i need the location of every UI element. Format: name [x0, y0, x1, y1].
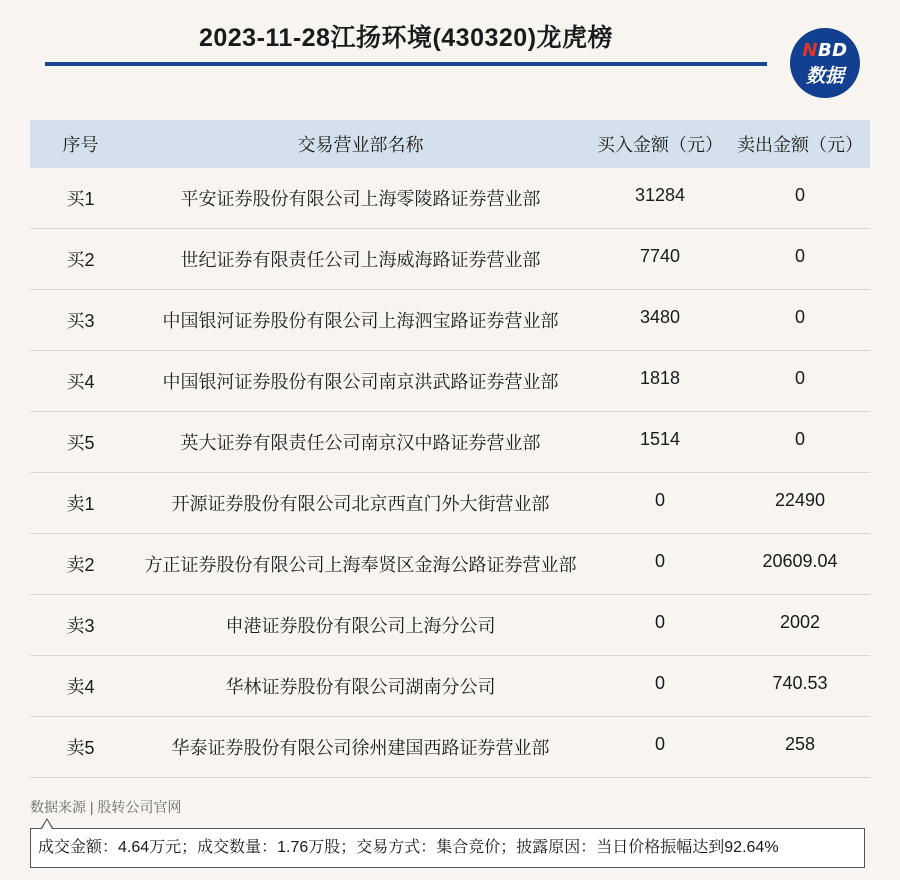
table-row: [30, 534, 870, 595]
cell-sell-amount: 0: [730, 168, 870, 229]
data-source: 数据来源 | 股转公司官网: [30, 799, 182, 815]
cell-index: 卖2: [30, 534, 131, 595]
cell-sell-amount: 0: [730, 229, 870, 290]
table-row: [30, 717, 870, 778]
cell-sell-amount: 2002: [730, 595, 870, 656]
cell-branch-name: 申港证券股份有限公司上海分公司: [131, 595, 590, 656]
table-row: [30, 351, 870, 412]
cell-branch-name: 世纪证券有限责任公司上海威海路证券营业部: [131, 229, 590, 290]
cell-buy-amount: 0: [590, 534, 730, 595]
table-row: [30, 595, 870, 656]
logo-wordmark: NBD: [802, 40, 848, 61]
cell-sell-amount: 258: [730, 717, 870, 778]
table-row: [30, 229, 870, 290]
cell-index: 买1: [30, 168, 131, 229]
cell-sell-amount: 0: [730, 351, 870, 412]
cell-branch-name: 华泰证券股份有限公司徐州建国西路证券营业部: [131, 717, 590, 778]
nbd-logo: [790, 28, 860, 98]
table-row: [30, 168, 870, 229]
cell-branch-name: 方正证券股份有限公司上海奉贤区金海公路证券营业部: [131, 534, 590, 595]
cell-buy-amount: 1514: [590, 412, 730, 473]
cell-branch-name: 中国银河证券股份有限公司南京洪武路证券营业部: [131, 351, 590, 412]
cell-index: 买2: [30, 229, 131, 290]
cell-index: 卖4: [30, 656, 131, 717]
cell-buy-amount: 1818: [590, 351, 730, 412]
header-index: 序号: [30, 120, 131, 168]
cell-index: 买3: [30, 290, 131, 351]
cell-index: 买4: [30, 351, 131, 412]
cell-branch-name: 平安证券股份有限公司上海零陵路证券营业部: [131, 168, 590, 229]
cell-index: 买5: [30, 412, 131, 473]
cell-sell-amount: 22490: [730, 473, 870, 534]
table-row: [30, 412, 870, 473]
cell-index: 卖5: [30, 717, 131, 778]
cell-branch-name: 英大证券有限责任公司南京汉中路证券营业部: [131, 412, 590, 473]
cell-buy-amount: 0: [590, 717, 730, 778]
header-sell-amount: 卖出金额（元）: [730, 120, 870, 168]
table-row: [30, 290, 870, 351]
cell-branch-name: 开源证券股份有限公司北京西直门外大街营业部: [131, 473, 590, 534]
cell-sell-amount: 0: [730, 412, 870, 473]
cell-index: 卖3: [30, 595, 131, 656]
header-buy-amount: 买入金额（元）: [590, 120, 730, 168]
cell-branch-name: 华林证券股份有限公司湖南分公司: [131, 656, 590, 717]
header-branch-name: 交易营业部名称: [131, 120, 590, 168]
cell-branch-name: 中国银河证券股份有限公司上海泗宝路证券营业部: [131, 290, 590, 351]
table-row: [30, 473, 870, 534]
page-title: 2023-11-28江扬环境(430320)龙虎榜: [198, 24, 614, 52]
logo-subtitle: 数据: [805, 65, 844, 87]
table-row: [30, 656, 870, 717]
cell-buy-amount: 3480: [590, 290, 730, 351]
dragon-tiger-table: [30, 120, 870, 778]
cell-sell-amount: 20609.04: [730, 534, 870, 595]
cell-buy-amount: 0: [590, 473, 730, 534]
cell-buy-amount: 7740: [590, 229, 730, 290]
note-pointer-fill: [42, 820, 52, 829]
title-underline: [45, 62, 767, 66]
table-header-row: [30, 120, 870, 168]
cell-buy-amount: 0: [590, 656, 730, 717]
cell-buy-amount: 31284: [590, 168, 730, 229]
cell-sell-amount: 0: [730, 290, 870, 351]
cell-buy-amount: 0: [590, 595, 730, 656]
cell-index: 卖1: [30, 473, 131, 534]
trade-summary-note: 成交金额：4.64万元；成交数量：1.76万股；交易方式：集合竞价；披露原因：当日价格振幅达到92.64%: [30, 828, 865, 868]
cell-sell-amount: 740.53: [730, 656, 870, 717]
